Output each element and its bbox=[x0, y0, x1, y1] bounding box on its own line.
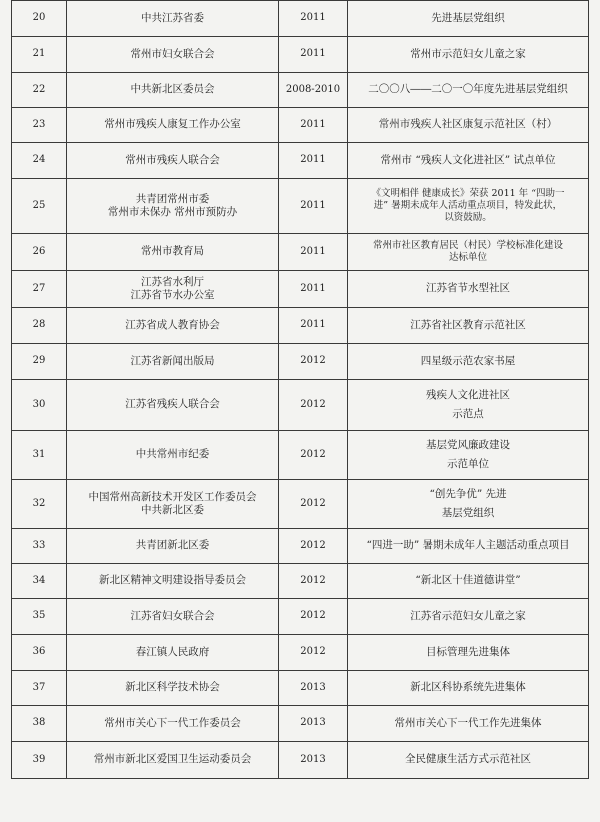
honor-title-cell bbox=[348, 564, 589, 599]
organization-line: 江苏省妇女联合会 bbox=[130, 609, 215, 622]
row-number-cell: 21 bbox=[12, 37, 67, 73]
row-number-cell: 30 bbox=[12, 380, 67, 431]
award-year-cell: 2011 bbox=[279, 143, 348, 179]
row-number-cell: 32 bbox=[12, 480, 67, 529]
honor-title-cell bbox=[348, 73, 589, 108]
honor-line: 以资鼓励。 bbox=[444, 211, 492, 223]
row-number-cell: 31 bbox=[12, 431, 67, 480]
organization-line: 中共江苏省委 bbox=[141, 11, 204, 24]
organization-line: 常州市妇女联合会 bbox=[130, 47, 215, 60]
organization-line: 常州市教育局 bbox=[141, 245, 204, 258]
honor-title-cell bbox=[348, 271, 589, 308]
award-year-cell: 2011 bbox=[279, 271, 348, 308]
honor-line: 常州市示范妇女儿童之家 bbox=[410, 47, 526, 60]
award-year-cell: 2013 bbox=[279, 706, 348, 742]
issuing-organization-cell bbox=[67, 671, 279, 706]
honor-line: 江苏省示范妇女儿童之家 bbox=[410, 609, 526, 622]
honor-title-cell bbox=[348, 344, 589, 380]
organization-line: 常州市残疾人联合会 bbox=[125, 153, 220, 166]
organization-line: 中共常州市纪委 bbox=[135, 448, 210, 461]
table-row bbox=[12, 73, 589, 108]
honor-line: 示范单位 bbox=[447, 458, 489, 470]
row-number-cell: 36 bbox=[12, 635, 67, 671]
issuing-organization-cell bbox=[67, 1, 279, 37]
award-year-cell: 2011 bbox=[279, 179, 348, 234]
organization-line: 春江镇人民政府 bbox=[135, 645, 210, 658]
table-row bbox=[12, 742, 589, 779]
row-number-cell: 26 bbox=[12, 234, 67, 271]
award-year-cell: 2012 bbox=[279, 599, 348, 635]
honor-line: 残疾人文化进社区 bbox=[426, 388, 510, 401]
award-year-cell: 2012 bbox=[279, 529, 348, 564]
table-row bbox=[12, 271, 589, 308]
honor-title-cell bbox=[348, 431, 589, 480]
honor-line: 江苏省社区教育示范社区 bbox=[410, 318, 526, 331]
honor-line: 二〇〇八――二〇一〇年度先进基层党组织 bbox=[368, 83, 568, 96]
organization-line: 中国常州高新技术开发区工作委员会 bbox=[88, 490, 257, 503]
issuing-organization-cell bbox=[67, 271, 279, 308]
honor-line: “创先争优” 先进 bbox=[429, 487, 507, 500]
award-year-cell: 2012 bbox=[279, 380, 348, 431]
honor-line: 全民健康生活方式示范社区 bbox=[405, 753, 531, 766]
award-year-cell: 2011 bbox=[279, 37, 348, 73]
honor-title-cell bbox=[348, 37, 589, 73]
honor-title-cell bbox=[348, 143, 589, 179]
award-year-cell: 2013 bbox=[279, 671, 348, 706]
award-year-cell: 2011 bbox=[279, 308, 348, 344]
issuing-organization-cell bbox=[67, 308, 279, 344]
honor-line: 常州市社区教育居民（村民）学校标准化建设 bbox=[372, 240, 563, 252]
honor-line: 示范点 bbox=[452, 408, 484, 420]
award-year-cell: 2011 bbox=[279, 1, 348, 37]
honor-title-cell bbox=[348, 529, 589, 564]
row-number-cell: 34 bbox=[12, 564, 67, 599]
award-year-cell: 2011 bbox=[279, 234, 348, 271]
organization-line: 江苏省节水办公室 bbox=[130, 289, 215, 301]
issuing-organization-cell bbox=[67, 344, 279, 380]
organization-line: 新北区科学技术协会 bbox=[125, 681, 220, 694]
table-row bbox=[12, 143, 589, 179]
organization-line: 江苏省水利厅 bbox=[141, 275, 204, 288]
issuing-organization-cell bbox=[67, 742, 279, 779]
table-row bbox=[12, 234, 589, 271]
table-row bbox=[12, 344, 589, 380]
table-row bbox=[12, 1, 589, 37]
honor-title-cell bbox=[348, 308, 589, 344]
award-year-cell: 2013 bbox=[279, 742, 348, 779]
issuing-organization-cell bbox=[67, 564, 279, 599]
organization-line: 中共新北区委员会 bbox=[130, 83, 215, 96]
issuing-organization-cell bbox=[67, 529, 279, 564]
row-number-cell: 37 bbox=[12, 671, 67, 706]
issuing-organization-cell bbox=[67, 73, 279, 108]
row-number-cell: 24 bbox=[12, 143, 67, 179]
award-year-cell: 2012 bbox=[279, 344, 348, 380]
honor-line: 基层党风廉政建设 bbox=[426, 438, 510, 451]
issuing-organization-cell bbox=[67, 234, 279, 271]
table-row bbox=[12, 308, 589, 344]
row-number-cell: 20 bbox=[12, 1, 67, 37]
awards-table-body bbox=[12, 1, 589, 779]
table-row bbox=[12, 706, 589, 742]
issuing-organization-cell bbox=[67, 431, 279, 480]
organization-line: 中共新北区委 bbox=[141, 504, 204, 516]
honor-title-cell bbox=[348, 108, 589, 143]
honor-line: 进” 暑期未成年人活动重点项目，特发此状， bbox=[373, 200, 563, 212]
honor-title-cell bbox=[348, 1, 589, 37]
organization-line: 江苏省新闻出版局 bbox=[130, 354, 215, 367]
row-number-cell: 22 bbox=[12, 73, 67, 108]
honor-title-cell bbox=[348, 380, 589, 431]
issuing-organization-cell bbox=[67, 179, 279, 234]
honor-line: 《文明相伴 健康成长》荣获 2011 年 “四助一 bbox=[371, 188, 565, 200]
table-row bbox=[12, 599, 589, 635]
honor-line: “新北区十佳道德讲堂” bbox=[415, 574, 521, 587]
table-row bbox=[12, 108, 589, 143]
table-row bbox=[12, 529, 589, 564]
award-year-cell: 2011 bbox=[279, 108, 348, 143]
honor-title-cell bbox=[348, 742, 589, 779]
honor-line: 常州市残疾人社区康复示范社区（村） bbox=[378, 118, 558, 131]
issuing-organization-cell bbox=[67, 599, 279, 635]
award-year-cell: 2012 bbox=[279, 564, 348, 599]
honor-line: 常州市关心下一代工作先进集体 bbox=[394, 716, 542, 729]
issuing-organization-cell bbox=[67, 143, 279, 179]
award-year-cell: 2012 bbox=[279, 635, 348, 671]
table-row bbox=[12, 564, 589, 599]
organization-line: 常州市未保办 常州市预防办 bbox=[107, 206, 238, 218]
table-row bbox=[12, 635, 589, 671]
row-number-cell: 35 bbox=[12, 599, 67, 635]
issuing-organization-cell bbox=[67, 108, 279, 143]
award-year-cell: 2008-2010 bbox=[279, 73, 348, 108]
honor-line: 目标管理先进集体 bbox=[426, 645, 510, 658]
issuing-organization-cell bbox=[67, 706, 279, 742]
honor-title-cell bbox=[348, 234, 589, 271]
honor-title-cell bbox=[348, 671, 589, 706]
honor-line: 江苏省节水型社区 bbox=[426, 282, 510, 295]
table-row bbox=[12, 380, 589, 431]
honor-line: 达标单位 bbox=[448, 252, 487, 263]
issuing-organization-cell bbox=[67, 480, 279, 529]
honor-title-cell bbox=[348, 706, 589, 742]
issuing-organization-cell bbox=[67, 37, 279, 73]
row-number-cell: 33 bbox=[12, 529, 67, 564]
row-number-cell: 27 bbox=[12, 271, 67, 308]
row-number-cell: 25 bbox=[12, 179, 67, 234]
row-number-cell: 29 bbox=[12, 344, 67, 380]
organization-line: 常州市关心下一代工作委员会 bbox=[104, 716, 241, 729]
organization-line: 共青团常州市委 bbox=[135, 192, 210, 205]
honor-line: 四星级示范农家书屋 bbox=[420, 354, 516, 367]
row-number-cell: 38 bbox=[12, 706, 67, 742]
row-number-cell: 23 bbox=[12, 108, 67, 143]
table-row bbox=[12, 671, 589, 706]
award-year-cell: 2012 bbox=[279, 431, 348, 480]
awards-table bbox=[11, 0, 589, 779]
table-row bbox=[12, 37, 589, 73]
organization-line: 江苏省成人教育协会 bbox=[125, 318, 220, 331]
organization-line: 江苏省残疾人联合会 bbox=[125, 398, 220, 411]
organization-line: 常州市残疾人康复工作办公室 bbox=[104, 118, 241, 131]
honor-line: 常州市 “残疾人文化进社区” 试点单位 bbox=[380, 153, 556, 166]
honor-title-cell bbox=[348, 635, 589, 671]
award-year-cell: 2012 bbox=[279, 480, 348, 529]
table-row bbox=[12, 179, 589, 234]
issuing-organization-cell bbox=[67, 380, 279, 431]
honor-line: 新北区科协系统先进集体 bbox=[410, 681, 526, 694]
row-number-cell: 39 bbox=[12, 742, 67, 779]
organization-line: 常州市新北区爱国卫生运动委员会 bbox=[93, 753, 252, 766]
honor-line: 先进基层党组织 bbox=[431, 11, 505, 24]
issuing-organization-cell bbox=[67, 635, 279, 671]
table-row bbox=[12, 480, 589, 529]
honor-line: 基层党组织 bbox=[441, 507, 495, 519]
honor-title-cell bbox=[348, 599, 589, 635]
organization-line: 共青团新北区委 bbox=[135, 539, 210, 552]
row-number-cell: 28 bbox=[12, 308, 67, 344]
honor-title-cell bbox=[348, 480, 589, 529]
honor-title-cell bbox=[348, 179, 589, 234]
table-row bbox=[12, 431, 589, 480]
honor-line: “四进一助” 暑期未成年人主题活动重点项目 bbox=[366, 539, 570, 552]
organization-line: 新北区精神文明建设指导委员会 bbox=[99, 574, 246, 587]
